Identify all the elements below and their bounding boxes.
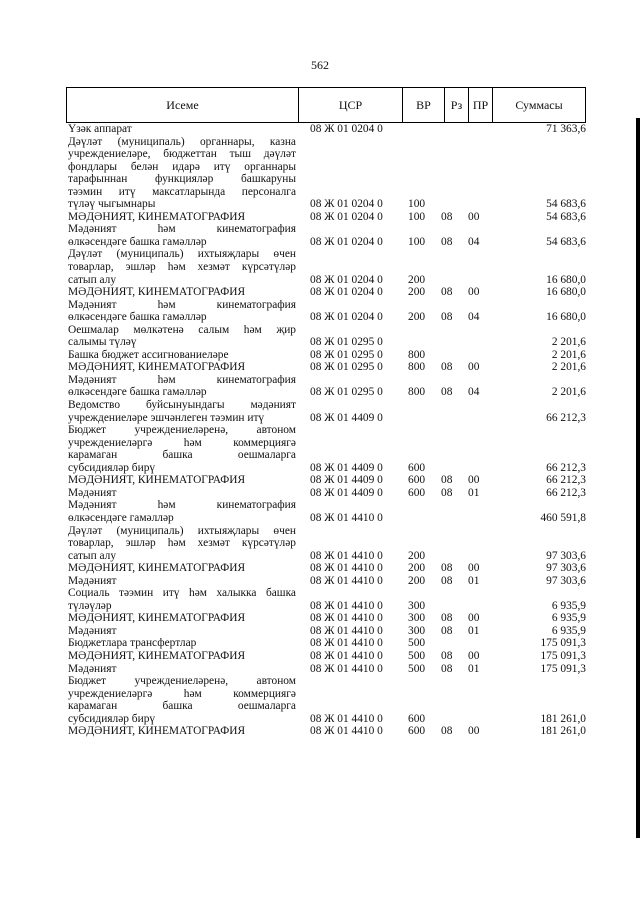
row-name-line: МӘДӘНИЯТ, КИНЕМАТОГРАФИЯ bbox=[68, 612, 246, 625]
row-name-line: Бюджет учреждениеләренә, автоном bbox=[68, 424, 296, 437]
cell-sum: 16 680,0 bbox=[546, 311, 586, 324]
table-row bbox=[66, 562, 586, 575]
cell-rz: 08 bbox=[441, 474, 453, 487]
cell-sum: 66 212,3 bbox=[546, 486, 586, 499]
row-name-line: учреждениеләргә һәм коммерциягә bbox=[68, 687, 296, 700]
cell-vr: 800 bbox=[408, 348, 426, 361]
cell-sum: 181 261,0 bbox=[540, 712, 586, 725]
row-cells bbox=[66, 637, 586, 650]
row-cells bbox=[66, 663, 586, 676]
cell-csr: 08 Ж 01 4410 0 bbox=[310, 562, 383, 575]
cell-sum: 2 201,6 bbox=[551, 361, 586, 374]
table-row bbox=[66, 663, 586, 676]
table-row bbox=[66, 349, 586, 362]
cell-sum: 97 303,6 bbox=[546, 562, 586, 575]
table-row bbox=[66, 424, 586, 474]
table-row bbox=[66, 399, 586, 424]
cell-pr: 04 bbox=[468, 311, 480, 324]
table-row bbox=[66, 474, 586, 487]
row-name-line: Башка бюджет ассигнованиеләре bbox=[68, 348, 229, 361]
table-row bbox=[66, 499, 586, 524]
row-cells bbox=[66, 211, 586, 224]
cell-rz: 08 bbox=[441, 612, 453, 625]
cell-csr: 08 Ж 01 0204 0 bbox=[310, 210, 383, 223]
row-cells bbox=[66, 274, 586, 287]
header-csr: ЦСР bbox=[299, 88, 403, 122]
cell-sum: 6 935,9 bbox=[551, 599, 586, 612]
cell-vr: 100 bbox=[408, 198, 426, 211]
row-name-line: Бюджет учреждениеләренә, автоном bbox=[68, 675, 296, 688]
row-cells bbox=[66, 487, 586, 500]
cell-pr: 00 bbox=[468, 725, 480, 738]
cell-pr: 00 bbox=[468, 562, 480, 575]
row-cells bbox=[66, 361, 586, 374]
cell-vr: 600 bbox=[408, 725, 426, 738]
row-cells bbox=[66, 575, 586, 588]
cell-csr: 08 Ж 01 4410 0 bbox=[310, 599, 383, 612]
row-cells bbox=[66, 123, 586, 136]
row-name-line: МӘДӘНИЯТ, КИНЕМАТОГРАФИЯ bbox=[68, 210, 246, 223]
row-name-line: МӘДӘНИЯТ, КИНЕМАТОГРАФИЯ bbox=[68, 562, 246, 575]
row-name-line: МӘДӘНИЯТ, КИНЕМАТОГРАФИЯ bbox=[68, 649, 246, 662]
row-name-line: Мәдәният һәм кинематография bbox=[68, 298, 296, 311]
cell-vr: 500 bbox=[408, 649, 426, 662]
cell-sum: 6 935,9 bbox=[551, 624, 586, 637]
row-name-line: сатып алу bbox=[68, 549, 117, 562]
cell-rz: 08 bbox=[441, 386, 453, 399]
row-name-line: Мәдәният bbox=[68, 486, 117, 499]
cell-sum: 2 201,6 bbox=[551, 348, 586, 361]
cell-rz: 08 bbox=[441, 286, 453, 299]
cell-csr: 08 Ж 01 0204 0 bbox=[310, 311, 383, 324]
cell-sum: 71 363,6 bbox=[546, 123, 586, 135]
row-cells bbox=[66, 512, 586, 525]
table-row bbox=[66, 525, 586, 563]
header-sum: Суммасы bbox=[515, 98, 563, 112]
row-name-line: Үзәк аппарат bbox=[68, 123, 132, 135]
cell-rz: 08 bbox=[441, 574, 453, 587]
cell-vr: 200 bbox=[408, 311, 426, 324]
cell-csr: 08 Ж 01 0295 0 bbox=[310, 336, 383, 349]
row-name-line: Мәдәният bbox=[68, 574, 117, 587]
cell-vr: 800 bbox=[408, 386, 426, 399]
cell-csr: 08 Ж 01 4410 0 bbox=[310, 725, 383, 738]
row-cells bbox=[66, 412, 586, 425]
table-row bbox=[66, 587, 586, 612]
table-row bbox=[66, 286, 586, 299]
row-name-line: учреждениеләргә һәм коммерциягә bbox=[68, 436, 296, 449]
row-cells bbox=[66, 198, 586, 211]
cell-vr: 200 bbox=[408, 562, 426, 575]
row-name-line: Бюджетлара трансфертлар bbox=[68, 637, 197, 650]
cell-sum: 175 091,3 bbox=[540, 662, 586, 675]
table-row bbox=[66, 248, 586, 286]
cell-vr: 500 bbox=[408, 662, 426, 675]
cell-rz: 08 bbox=[441, 311, 453, 324]
cell-sum: 181 261,0 bbox=[540, 725, 586, 738]
cell-pr: 00 bbox=[468, 286, 480, 299]
row-name-line: товарлар, эшләр һәм хезмәт күрсәтүләр bbox=[68, 261, 296, 274]
cell-csr: 08 Ж 01 4410 0 bbox=[310, 662, 383, 675]
cell-csr: 08 Ж 01 4410 0 bbox=[310, 712, 383, 725]
cell-csr: 08 Ж 01 4410 0 bbox=[310, 574, 383, 587]
header-pr: ПР bbox=[469, 88, 493, 122]
table-body bbox=[66, 123, 586, 738]
cell-rz: 08 bbox=[441, 210, 453, 223]
table-header bbox=[66, 87, 586, 123]
row-cells bbox=[66, 600, 586, 613]
row-cells bbox=[66, 462, 586, 475]
row-name-line: сатып алу bbox=[68, 273, 117, 286]
cell-sum: 97 303,6 bbox=[546, 574, 586, 587]
cell-csr: 08 Ж 01 0295 0 bbox=[310, 386, 383, 399]
row-name-line: Ведомство буйсынуындагы мәдәният bbox=[68, 399, 296, 412]
cell-pr: 01 bbox=[468, 486, 480, 499]
cell-csr: 08 Ж 01 4409 0 bbox=[310, 474, 383, 487]
row-cells bbox=[66, 236, 586, 249]
cell-vr: 100 bbox=[408, 235, 426, 248]
row-name-line: МӘДӘНИЯТ, КИНЕМАТОГРАФИЯ bbox=[68, 725, 246, 738]
row-name-line: салымы түләү bbox=[68, 336, 137, 349]
cell-rz: 08 bbox=[441, 662, 453, 675]
cell-csr: 08 Ж 01 4410 0 bbox=[310, 612, 383, 625]
row-name-line: МӘДӘНИЯТ, КИНЕМАТОГРАФИЯ bbox=[68, 474, 246, 487]
cell-sum: 6 935,9 bbox=[551, 612, 586, 625]
cell-vr: 600 bbox=[408, 712, 426, 725]
cell-sum: 66 212,3 bbox=[546, 461, 586, 474]
row-name-line: Социаль тәэмин итү һәм халыкка башка bbox=[68, 587, 296, 600]
row-cells bbox=[66, 474, 586, 487]
cell-sum: 97 303,6 bbox=[546, 549, 586, 562]
row-name-line: Мәдәният һәм кинематография bbox=[68, 373, 296, 386]
row-name-line: фондлары белән идарә итү органнары bbox=[68, 160, 296, 173]
table-row bbox=[66, 136, 586, 211]
table-row bbox=[66, 575, 586, 588]
cell-vr: 600 bbox=[408, 486, 426, 499]
cell-pr: 00 bbox=[468, 612, 480, 625]
cell-rz: 08 bbox=[441, 649, 453, 662]
row-cells bbox=[66, 311, 586, 324]
table-row bbox=[66, 725, 586, 738]
cell-pr: 01 bbox=[468, 662, 480, 675]
cell-sum: 2 201,6 bbox=[551, 336, 586, 349]
cell-pr: 00 bbox=[468, 361, 480, 374]
cell-csr: 08 Ж 01 0204 0 bbox=[310, 273, 383, 286]
cell-pr: 00 bbox=[468, 649, 480, 662]
row-name-line: тәэмин итү максатларында персоналга bbox=[68, 185, 296, 198]
row-name-line: Мәдәният һәм кинематография bbox=[68, 223, 296, 236]
cell-vr: 300 bbox=[408, 612, 426, 625]
cell-rz: 08 bbox=[441, 624, 453, 637]
scan-edge-bar bbox=[636, 118, 640, 838]
table-row bbox=[66, 650, 586, 663]
row-name-line: субсидияләр бирү bbox=[68, 461, 156, 474]
cell-vr: 200 bbox=[408, 549, 426, 562]
cell-csr: 08 Ж 01 4409 0 bbox=[310, 411, 383, 424]
row-name-line: өлкәсендәге гамәлләр bbox=[68, 511, 174, 524]
cell-csr: 08 Ж 01 4410 0 bbox=[310, 637, 383, 650]
cell-sum: 66 212,3 bbox=[546, 474, 586, 487]
row-name-line: түләүләр bbox=[68, 599, 112, 612]
cell-sum: 16 680,0 bbox=[546, 273, 586, 286]
cell-csr: 08 Ж 01 0204 0 bbox=[310, 198, 383, 211]
cell-vr: 600 bbox=[408, 461, 426, 474]
cell-pr: 04 bbox=[468, 386, 480, 399]
cell-vr: 600 bbox=[408, 474, 426, 487]
cell-rz: 08 bbox=[441, 486, 453, 499]
row-name-line: өлкәсендәге башка гамәлләр bbox=[68, 386, 207, 399]
cell-sum: 54 683,6 bbox=[546, 235, 586, 248]
cell-vr: 500 bbox=[408, 637, 426, 650]
row-cells bbox=[66, 386, 586, 399]
table-row bbox=[66, 211, 586, 224]
row-name-line: тарафыннан функцияләр башкаруны bbox=[68, 173, 296, 186]
row-cells bbox=[66, 550, 586, 563]
cell-csr: 08 Ж 01 4410 0 bbox=[310, 549, 383, 562]
row-name-line: карамаган башка оешмаларга bbox=[68, 700, 296, 713]
cell-csr: 08 Ж 01 0204 0 bbox=[310, 123, 383, 135]
row-cells bbox=[66, 650, 586, 663]
cell-csr: 08 Ж 01 4410 0 bbox=[310, 649, 383, 662]
cell-vr: 200 bbox=[408, 286, 426, 299]
row-cells bbox=[66, 562, 586, 575]
page-number: 562 bbox=[311, 58, 329, 72]
table-row bbox=[66, 374, 586, 399]
row-cells bbox=[66, 725, 586, 738]
row-name-line: учреждениеләре эшчәнлеген тәэмин итү bbox=[68, 411, 265, 424]
cell-vr: 800 bbox=[408, 361, 426, 374]
row-name-line: карамаган башка оешмаларга bbox=[68, 449, 296, 462]
cell-sum: 66 212,3 bbox=[546, 411, 586, 424]
header-vr: ВР bbox=[403, 88, 445, 122]
cell-csr: 08 Ж 01 0295 0 bbox=[310, 361, 383, 374]
row-name-line: Мәдәният һәм кинематография bbox=[68, 499, 296, 512]
row-name-line: МӘДӘНИЯТ, КИНЕМАТОГРАФИЯ bbox=[68, 286, 246, 299]
row-name-line: Дәүләт (муниципаль) ихтыяҗлары өчен bbox=[68, 248, 296, 261]
table-row bbox=[66, 361, 586, 374]
cell-pr: 01 bbox=[468, 624, 480, 637]
header-rz: Рз bbox=[445, 88, 469, 122]
cell-csr: 08 Ж 01 4409 0 bbox=[310, 486, 383, 499]
header-name: Исеме bbox=[67, 88, 299, 122]
row-cells bbox=[66, 713, 586, 726]
cell-vr: 100 bbox=[408, 210, 426, 223]
row-cells bbox=[66, 625, 586, 638]
cell-vr: 300 bbox=[408, 599, 426, 612]
table-row bbox=[66, 487, 586, 500]
table-row bbox=[66, 625, 586, 638]
cell-sum: 175 091,3 bbox=[540, 637, 586, 650]
row-name-line: Дәүләт (муниципаль) ихтыяҗлары өчен bbox=[68, 524, 296, 537]
row-name-line: өлкәсендәге башка гамәлләр bbox=[68, 311, 207, 324]
cell-pr: 00 bbox=[468, 474, 480, 487]
cell-csr: 08 Ж 01 0295 0 bbox=[310, 348, 383, 361]
cell-sum: 460 591,8 bbox=[540, 511, 586, 524]
row-cells bbox=[66, 349, 586, 362]
row-cells bbox=[66, 612, 586, 625]
cell-sum: 2 201,6 bbox=[551, 386, 586, 399]
cell-rz: 08 bbox=[441, 361, 453, 374]
cell-csr: 08 Ж 01 0204 0 bbox=[310, 286, 383, 299]
row-name-line: Дәүләт (муниципаль) органнары, казна bbox=[68, 135, 296, 148]
cell-vr: 200 bbox=[408, 273, 426, 286]
table-row bbox=[66, 675, 586, 725]
cell-sum: 54 683,6 bbox=[546, 210, 586, 223]
table-row bbox=[66, 637, 586, 650]
row-name-line: Оешмалар мөлкәтенә салым һәм җир bbox=[68, 323, 296, 336]
row-name-line: МӘДӘНИЯТ, КИНЕМАТОГРАФИЯ bbox=[68, 361, 246, 374]
table-row bbox=[66, 324, 586, 349]
table-row bbox=[66, 123, 586, 136]
cell-csr: 08 Ж 01 0204 0 bbox=[310, 235, 383, 248]
cell-sum: 54 683,6 bbox=[546, 198, 586, 211]
cell-pr: 01 bbox=[468, 574, 480, 587]
cell-csr: 08 Ж 01 4410 0 bbox=[310, 511, 383, 524]
cell-pr: 04 bbox=[468, 235, 480, 248]
table-row bbox=[66, 612, 586, 625]
row-name-line: Мәдәният bbox=[68, 662, 117, 675]
row-cells bbox=[66, 336, 586, 349]
row-name-line: товарлар, эшләр һәм хезмәт күрсәтүләр bbox=[68, 537, 296, 550]
cell-rz: 08 bbox=[441, 562, 453, 575]
cell-rz: 08 bbox=[441, 235, 453, 248]
row-name-line: түләү чыгымнары bbox=[68, 198, 156, 211]
cell-rz: 08 bbox=[441, 725, 453, 738]
cell-csr: 08 Ж 01 4409 0 bbox=[310, 461, 383, 474]
table-row bbox=[66, 223, 586, 248]
cell-csr: 08 Ж 01 4410 0 bbox=[310, 624, 383, 637]
cell-vr: 300 bbox=[408, 624, 426, 637]
table-row bbox=[66, 299, 586, 324]
cell-sum: 16 680,0 bbox=[546, 286, 586, 299]
cell-pr: 00 bbox=[468, 210, 480, 223]
row-name-line: Мәдәният bbox=[68, 624, 117, 637]
row-name-line: учреждениеләре, бюджеттан тыш дәүләт bbox=[68, 148, 296, 161]
cell-vr: 200 bbox=[408, 574, 426, 587]
row-name-line: субсидияләр бирү bbox=[68, 712, 156, 725]
row-name-line: өлкәсендәге башка гамәлләр bbox=[68, 235, 207, 248]
cell-sum: 175 091,3 bbox=[540, 649, 586, 662]
row-cells bbox=[66, 286, 586, 299]
